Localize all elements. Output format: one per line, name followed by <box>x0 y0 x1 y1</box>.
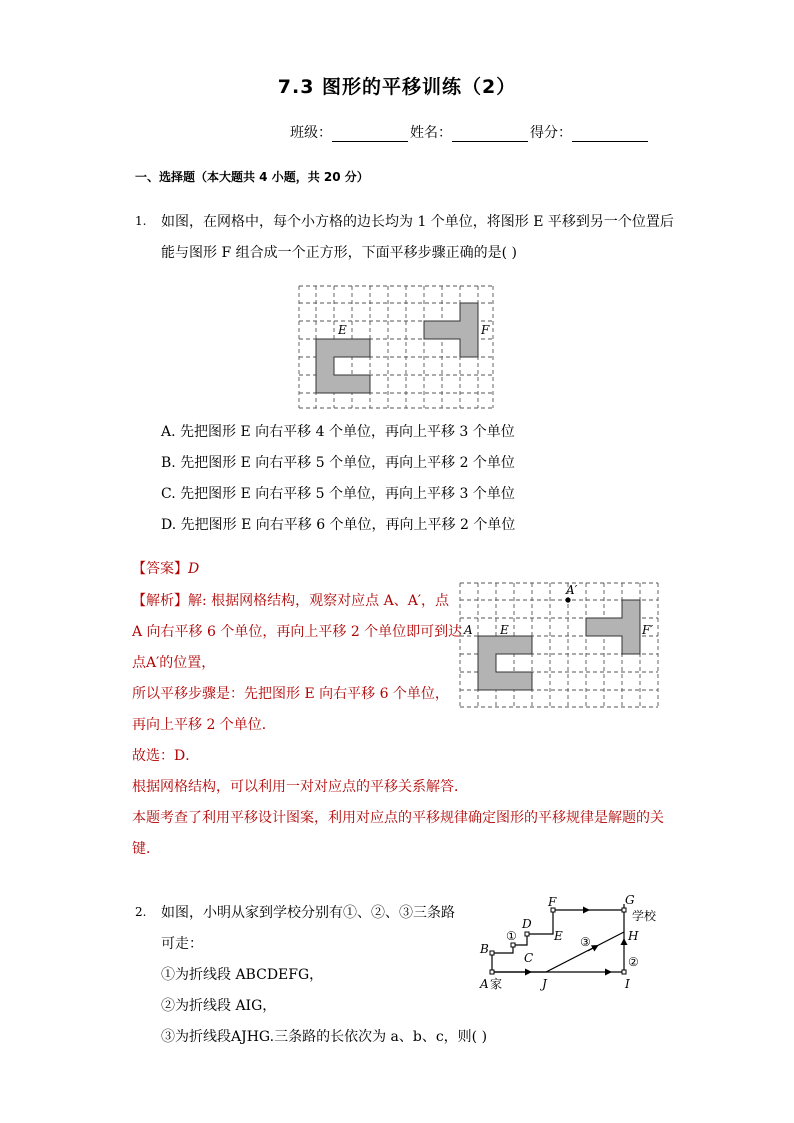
q1-option-c[interactable]: C. 先把图形 E 向右平移 5 个单位，再向上平移 3 个单位 <box>161 486 515 502</box>
label-g: G <box>625 893 635 907</box>
student-info-line <box>290 122 650 142</box>
q1-stem-line2: 能与图形 F 组合成一个正方形，下面平移步骤正确的是( ) <box>161 245 517 261</box>
analysis-line-3: 点A′的位置， <box>132 655 216 671</box>
q1-option-b[interactable]: B. 先把图形 E 向右平移 5 个单位，再向上平移 2 个单位 <box>161 455 515 471</box>
page-title: 7.3 图形的平移训练（2） <box>277 76 517 98</box>
q2-number: 2. <box>135 905 147 919</box>
analysis-line-9: 键． <box>132 841 160 857</box>
analysis-text-1: 解: 根据网格结构，观察对应点 A、A′，点 <box>188 593 450 609</box>
shape-e <box>478 636 532 690</box>
label-f: F <box>481 323 490 337</box>
label-j: J <box>542 977 547 991</box>
q2-route-figure <box>470 890 670 995</box>
q2-line-5: ③为折线段AJHG.三条路的长依次为 a、b、c，则( ) <box>161 1029 488 1045</box>
label-c: C <box>524 951 534 965</box>
class-blank[interactable] <box>332 127 408 142</box>
q1-option-d[interactable]: D. 先把图形 E 向右平移 6 个单位，再向上平移 2 个单位 <box>161 517 516 533</box>
label-e: E <box>554 929 563 943</box>
label-h: H <box>628 929 639 943</box>
q1-number: 1. <box>135 214 147 228</box>
section-heading: 一、选择题（本大题共 4 小题，共 20 分） <box>135 170 369 184</box>
score-label: 得分： <box>530 125 572 141</box>
analysis-line-8: 本题考查了利用平移设计图案，利用对应点的平移规律确定图形的平移规律是解题的关 <box>132 810 664 826</box>
label-e: E <box>338 323 347 337</box>
q1-stem-line1: 如图，在网格中，每个小方格的边长均为 1 个单位，将图形 E 平移到另一个位置后 <box>161 214 674 230</box>
q1-option-a[interactable]: A. 先把图形 E 向右平移 4 个单位，再向上平移 3 个单位 <box>161 424 515 440</box>
q1-grid-figure <box>296 283 496 411</box>
analysis-line-5: 再向上平移 2 个单位． <box>132 717 276 733</box>
label-route3: ③ <box>580 935 591 949</box>
analysis-line-7: 根据网格结构，可以利用一对对应点的平移关系解答． <box>132 779 468 795</box>
answer-line <box>132 558 199 578</box>
label-e: E <box>500 623 509 637</box>
q2-line-2: 可走： <box>161 936 203 952</box>
q2-line-4: ②为折线段 AIG， <box>161 998 277 1014</box>
point-a-prime <box>565 597 570 602</box>
q1-analysis-figure <box>456 580 664 710</box>
shape-f <box>424 303 478 357</box>
label-route1: ① <box>506 929 517 943</box>
label-a-prime: A′ <box>566 583 578 597</box>
analysis-tag: 【解析】 <box>132 593 188 609</box>
label-f-prime: F′ <box>642 623 654 637</box>
analysis-line-2: A 向右平移 6 个单位，再向上平移 2 个单位即可到达 <box>132 624 463 640</box>
label-route2: ② <box>628 955 639 969</box>
label-i: I <box>625 977 630 991</box>
answer-tag: 【答案】 <box>132 561 188 577</box>
shape-e <box>316 339 370 393</box>
class-label: 班级： <box>290 125 332 141</box>
analysis-line-1 <box>132 590 449 610</box>
label-f: F <box>548 895 557 909</box>
q2-line-3: ①为折线段 ABCDEFG， <box>161 967 324 983</box>
label-a: A <box>480 977 489 991</box>
name-blank[interactable] <box>452 127 528 142</box>
q2-line-1: 如图，小明从家到学校分别有①、②、③三条路 <box>161 905 455 921</box>
label-home: 家 <box>490 977 503 991</box>
label-b: B <box>480 942 489 956</box>
label-d: D <box>522 917 532 931</box>
label-school: 学校 <box>632 909 657 923</box>
analysis-line-6: 故选：D． <box>132 748 200 764</box>
answer-value: D <box>188 561 200 577</box>
score-blank[interactable] <box>572 127 648 142</box>
name-label: 姓名： <box>410 125 452 141</box>
shape-f <box>586 600 640 654</box>
label-a: A <box>464 623 473 637</box>
analysis-line-4: 所以平移步骤是：先把图形 E 向右平移 6 个单位， <box>132 686 449 702</box>
